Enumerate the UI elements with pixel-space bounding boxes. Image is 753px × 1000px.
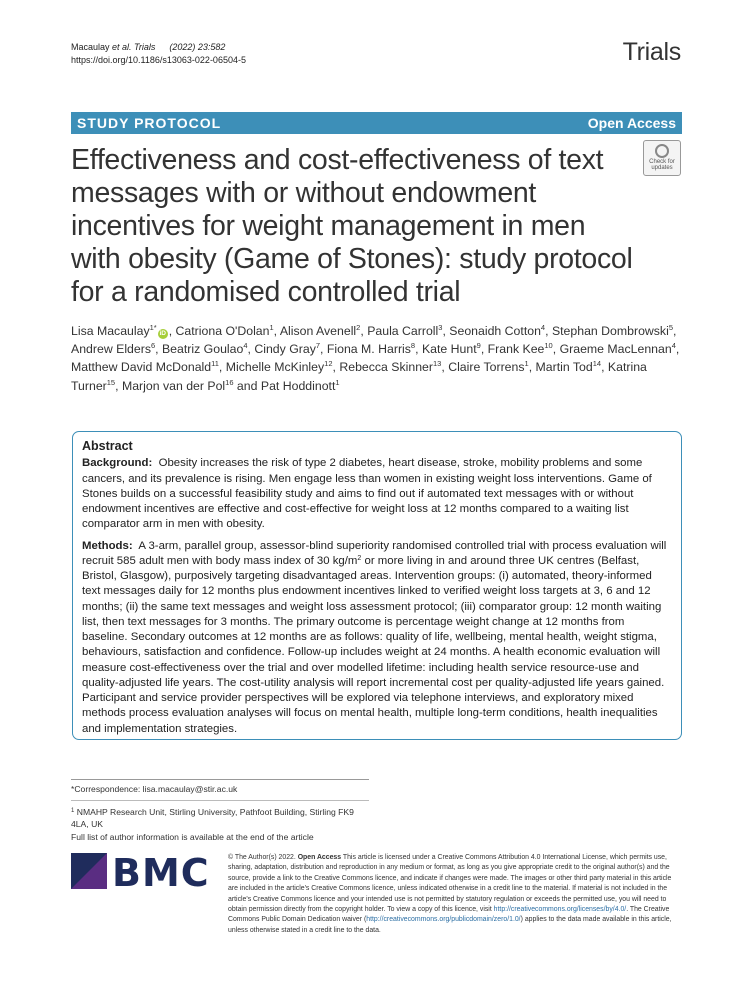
author-affiliation: 16 — [225, 377, 234, 387]
author-affiliation: 10 — [544, 341, 553, 351]
author[interactable] — [226, 360, 333, 374]
author-list: Lisa Macaulay$^{1*}$iD , Catriona O'Dolan$^1$, Alison Avenell$^2$, Paula Carroll$^3$, Seonaidh Cotton$^4$, Stephan Dombrowski$^5$, Andrew Elders$^6$, Beatriz Goulao$^4$, Cindy Gray$^7$, Fiona M. Harris$^8$, Kate Hunt$^9$, Frank Kee$^{10}$, Graeme MacLennan$^4$, Matthew David McDonald$^{11}$, Michelle McKinley$^{12}$, Rebecca Skinner$^{13}$, Claire Torrens$^1$, Martin Tod$^{14}$, Katrina Turner$^{15}$, Marjon van der Pol$^{16}$ and Pat Hoddinott$^1$ — [71, 323, 680, 393]
methods-text-a: A 3-arm, parallel group, assessor-blind superiority randomised controlled trial with process evaluation will recruit 585 adult men with body mass index of 30 kg/m — [82, 539, 667, 567]
author[interactable] — [449, 324, 545, 338]
abstract-background — [82, 456, 672, 532]
orcid-icon[interactable]: iD — [159, 330, 166, 337]
author[interactable] — [552, 324, 673, 338]
author-name: Kate Hunt — [421, 342, 477, 357]
abstract-heading: Abstract — [82, 439, 133, 453]
author-name: Pat Hoddinott — [260, 378, 336, 393]
header-journal-italic: et al. Trials — [112, 42, 156, 52]
author-affiliation: 4 — [540, 323, 546, 332]
author-affiliation: 15 — [106, 377, 116, 387]
author-name: Katrina Turner — [71, 360, 647, 393]
author-affiliation: 1 — [524, 359, 529, 369]
author-name: Rebecca Skinner — [339, 360, 433, 375]
author-name: Graeme MacLennan — [559, 342, 672, 357]
citation-line — [71, 41, 246, 54]
background-label: Background: — [82, 457, 153, 470]
affiliation-text: NMAHP Research Unit, Stirling University, Pathfoot Building, Stirling FK9 4LA, UK — [71, 806, 354, 830]
author-affiliation: 9 — [476, 341, 481, 351]
author[interactable] — [176, 324, 274, 338]
author[interactable] — [367, 324, 442, 338]
article-type: STUDY PROTOCOL — [77, 115, 222, 131]
header-author: Macaulay — [71, 42, 113, 52]
doi-link[interactable]: https://doi.org/10.1186/s13063-022-06504-5 — [71, 55, 246, 65]
license-text-b: . The Creative Commons Public Domain Dedication waiver ( — [228, 906, 670, 924]
affiliation-number: 1 — [71, 807, 75, 814]
author-name: Frank Kee — [487, 342, 545, 357]
author-affiliation: 12 — [324, 359, 333, 369]
bmc-logo-text: BMC — [112, 851, 210, 895]
license-text-c: ) applies to the data made available in this article, unless otherwise stated in a credit line to the data. — [228, 916, 672, 934]
author-affiliation: 13 — [433, 359, 442, 369]
author[interactable] — [71, 342, 155, 356]
author-affiliation: 8 — [410, 341, 416, 351]
author[interactable] — [122, 379, 234, 393]
author-affiliation: 5 — [668, 323, 673, 332]
author-name: Seonaidh Cotton — [449, 324, 541, 338]
author[interactable] — [71, 360, 219, 374]
open-access-label: Open Access — [587, 115, 676, 131]
correspondence[interactable]: *Correspondence: lisa.macaulay@stir.ac.uk — [71, 784, 238, 794]
author[interactable] — [560, 342, 676, 356]
author-name: Alison Avenell — [279, 324, 357, 338]
author-affiliation: 4 — [243, 341, 248, 351]
footnotes — [71, 783, 371, 843]
author-name: Michelle McKinley — [225, 360, 325, 375]
license-text-a: This article is licensed under a Creative Commons Attribution 4.0 International License, which permits use, sharing, adaptation, distribution and reproduction in any medium or format, as long as you give appropriate credit to the original author(s) and the source, provide a link to the Creative Commons licence, and indicate if changes were made. The images or other third party material in this article are included in the article's Creative Commons licence, unless indicated otherwise in a credit line to the material. If material is not included in the article's Creative Commons licence and your intended use is not permitted by statutory regulation or exceeds the permitted use, you will need to obtain permission directly from the copyright holder. To view a copy of this licence, visit — [228, 854, 672, 914]
abstract-methods — [82, 539, 672, 737]
check-updates-icon — [655, 144, 669, 158]
author-name: Marjon van der Pol — [121, 378, 226, 393]
author-name: Claire Torrens — [448, 360, 525, 375]
author[interactable] — [327, 342, 415, 356]
license-statement — [228, 853, 683, 936]
footnote-divider — [71, 800, 369, 801]
author[interactable] — [488, 342, 553, 356]
author[interactable] — [339, 360, 441, 374]
author[interactable] — [162, 342, 248, 356]
check-for-updates-button[interactable] — [643, 140, 681, 176]
copyright: © The Author(s) 2022. — [228, 854, 298, 861]
running-header — [71, 41, 246, 67]
author-affiliation: 11 — [211, 359, 219, 369]
author-name: Martin Tod — [535, 360, 593, 375]
author-name: Paula Carroll — [367, 324, 439, 338]
author-affiliation: 3 — [438, 323, 443, 332]
author-affiliation: 6 — [150, 341, 156, 351]
footnote-rule — [71, 779, 369, 780]
author-name: Catriona O'Dolan — [175, 324, 270, 338]
author[interactable] — [448, 360, 529, 374]
author-name: Fiona M. Harris — [326, 342, 411, 357]
author[interactable] — [254, 342, 320, 356]
full-list-note: Full list of author information is available at the end of the article — [71, 831, 314, 842]
background-text: Obesity increases the risk of type 2 diabetes, heart disease, stroke, mobility problems and some cancers, and its prevalence is rising. Men engage less than women in existing weight loss interventions. Game of Stones builds on a successful feasibility study and aims to find out if automated text messages with or without endowment incentives are effective and cost-effective for weight loss at 12 months compared to a waiting list comparator arm in men with obesity. — [82, 457, 652, 531]
author[interactable] — [280, 324, 361, 338]
check-updates-line2: updates — [651, 165, 673, 171]
journal-name: Trials — [622, 38, 681, 66]
methods-superscript: 2 — [357, 554, 362, 562]
affiliation — [71, 806, 371, 831]
author-affiliation: 1 — [269, 323, 274, 332]
author-name: Beatriz Goulao — [161, 342, 244, 357]
author-affiliation: 4 — [671, 341, 676, 351]
author-affiliation: 1 — [335, 377, 340, 387]
author-name: Lisa Macaulay — [71, 324, 150, 338]
author-affiliation: 7 — [315, 341, 321, 351]
article-title: Effectiveness and cost-effectiveness of text messages with or without endowment incentives for weight management in men with obesity (Game of Stones): study protocol for a randomised controlled trial — [71, 144, 633, 308]
author[interactable] — [422, 342, 481, 356]
author-affiliation: 1* — [149, 323, 157, 332]
license-open-access: Open Access — [297, 854, 342, 861]
author[interactable] — [536, 360, 602, 374]
author-affiliation: 14 — [592, 359, 602, 369]
abstract-box — [72, 431, 682, 740]
author[interactable] — [71, 324, 169, 338]
author-name: Andrew Elders — [71, 342, 151, 357]
author-name: Cindy Gray — [254, 342, 316, 357]
header-volume: (2022) 23:582 — [169, 42, 226, 52]
methods-label: Methods: — [82, 539, 133, 552]
author-name: Matthew David McDonald — [71, 360, 212, 375]
article-type-banner — [71, 112, 682, 134]
author-name: Stephan Dombrowski — [551, 324, 669, 338]
license-link-cc-by[interactable]: http://creativecommons.org/licenses/by/4.0/ — [493, 906, 627, 914]
author[interactable] — [261, 379, 340, 393]
methods-text-b: or more living in and around three UK centres (Belfast, Bristol, Glasgow), purposively targeting disadvantaged areas. Intervention groups: (i) automated, theory-informed text messages daily for 12 months plus endowment incentives linked to verified weight loss targets at 3, 6 and 12 months; (ii) the same text messages and weight loss assessment protocol; (iii) comparator group: 12 month waiting list, then text messages for 3 months. The primary outcome is percentage weight change at 12 months from baseline. Secondary outcomes at 12 months are as follows: quality of life, wellbeing, mental health, weight stigma, behaviours, satisfaction and confidence. Follow-up includes weight at 24 months. A health economic evaluation will measure cost-effectiveness over the trial and over modelled lifetime: including health service resource-use and quality-adjusted life years. The cost-utility analysis will report incremental cost per quality-adjusted life years gained. Participant and service provider perspectives will be explored via telephone interviews, and exploratory mixed methods process evaluation analyses will focus on mental health, multiple long-term conditions, health inequalities and implementation strategies. — [82, 554, 665, 735]
license-link-cc-zero[interactable]: http://creativecommons.org/publicdomain/zero/1.0/ — [366, 916, 521, 924]
author-affiliation: 2 — [356, 323, 361, 332]
check-updates-line1: Check for — [649, 159, 675, 165]
